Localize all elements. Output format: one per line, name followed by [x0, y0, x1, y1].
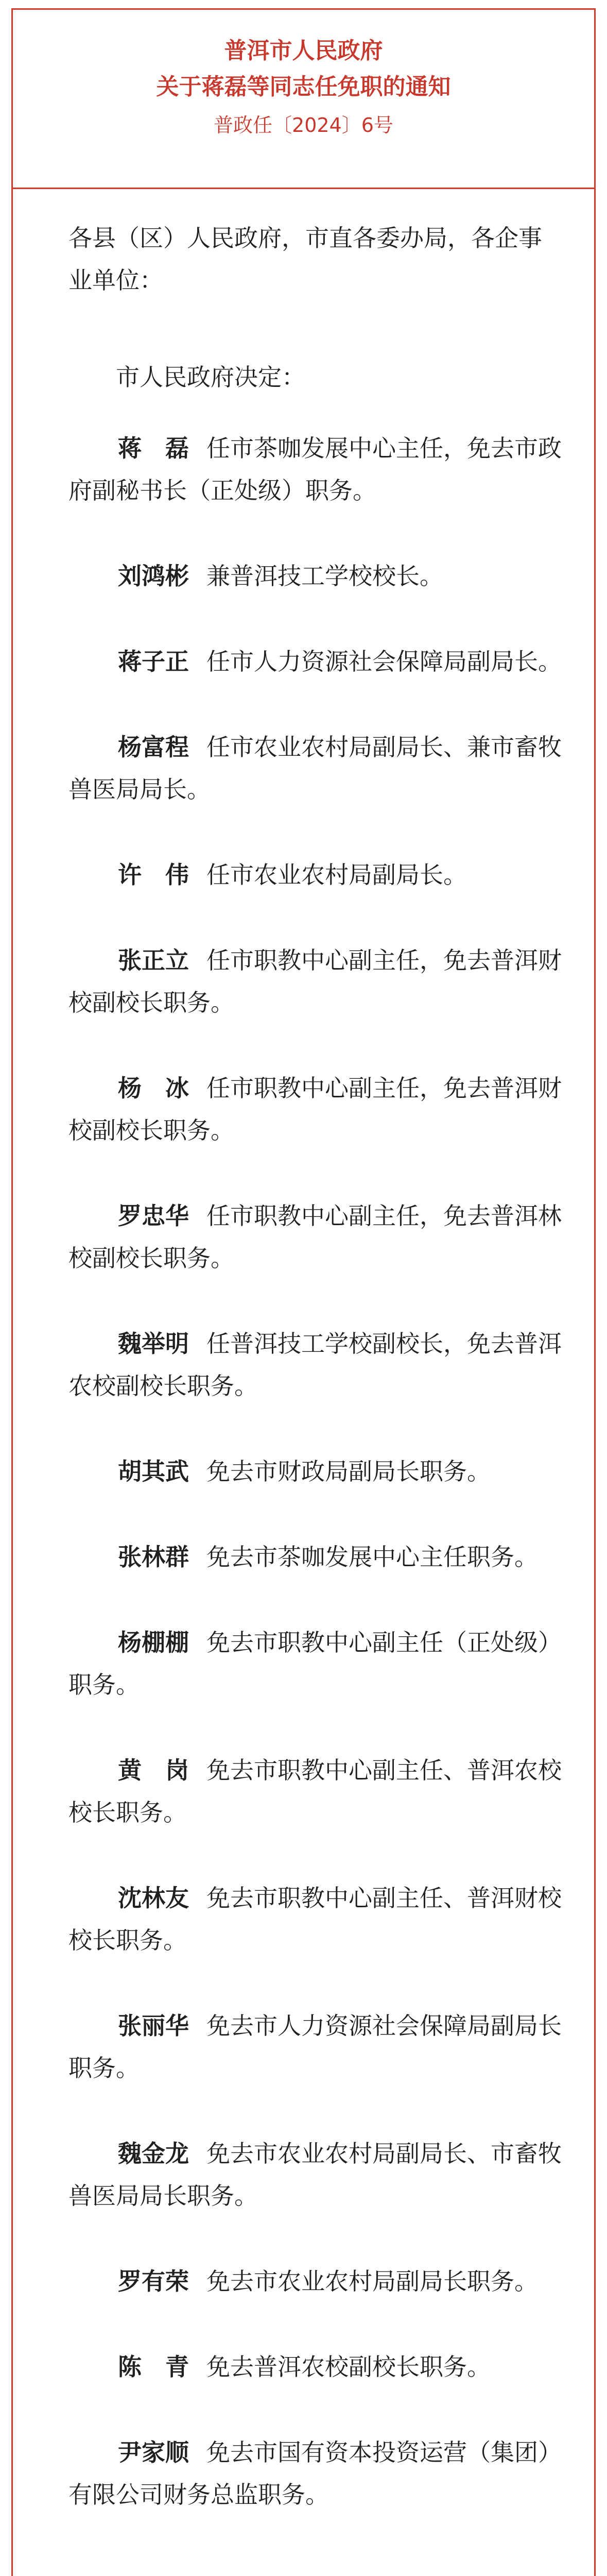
appointee-name: 魏金龙 [118, 2140, 189, 2167]
appointee-name: 陈 青 [118, 2353, 189, 2381]
appointment-item [68, 1323, 563, 1407]
appointment-item [68, 1621, 563, 1706]
appointee-name: 张丽华 [118, 2012, 189, 2040]
appointment-text: 任市职教中心副主任，免去普洱财校副校长职务。 [68, 1074, 562, 1144]
document-frame [11, 8, 596, 2576]
appointment-item [68, 854, 563, 896]
appointment-text: 免去市人力资源社会保障局副局长职务。 [68, 2012, 562, 2082]
appointment-item [68, 2260, 563, 2302]
appointee-name: 罗忠华 [118, 1202, 189, 1230]
appointee-name: 蒋 磊 [118, 434, 189, 462]
appointment-text: 兼普洱技工学校校长。 [206, 562, 443, 590]
appointment-text: 免去市茶咖发展中心主任职务。 [206, 1543, 538, 1571]
appointee-name: 许 伟 [118, 861, 189, 889]
intro-text: 市人民政府决定： [116, 363, 305, 391]
appointment-text: 任市茶咖发展中心主任，免去市政府副秘书长（正处级）职务。 [68, 434, 562, 504]
appointment-text: 免去市国有资本投资运营（集团）有限公司财务总监职务。 [68, 2438, 562, 2509]
appointment-text: 任市农业农村局副局长。 [206, 861, 467, 889]
appointee-name: 张正立 [118, 946, 189, 974]
appointment-item [68, 427, 563, 512]
appointment-item [68, 939, 563, 1024]
issuer-heading: 普洱市人民政府 [224, 38, 383, 64]
appointee-name: 杨富程 [118, 733, 189, 761]
appointee-name: 杨 冰 [118, 1074, 189, 1102]
appointment-item [68, 2132, 563, 2217]
appointment-text: 免去市农业农村局副局长、市畜牧兽医局局长职务。 [68, 2140, 562, 2210]
appointment-item [68, 2431, 563, 2516]
appointment-text: 免去市职教中心副主任、普洱农校校长职务。 [68, 1756, 562, 1826]
appointee-name: 沈林友 [118, 1884, 189, 1912]
appointment-text: 免去普洱农校副校长职务。 [206, 2353, 491, 2381]
appointee-name: 魏举明 [118, 1330, 189, 1358]
appointee-name: 胡其武 [118, 1458, 189, 1485]
appointee-name: 黄 岗 [118, 1756, 189, 1784]
appointment-item [68, 1536, 563, 1578]
header-divider [13, 188, 594, 189]
appointment-text: 免去市职教中心副主任、普洱财校校长职务。 [68, 1884, 562, 1954]
appointment-item [68, 1067, 563, 1151]
appointment-item [68, 726, 563, 810]
appointment-text: 任市职教中心副主任，免去普洱财校副校长职务。 [68, 946, 562, 1016]
appointment-text: 免去市财政局副局长职务。 [206, 1458, 491, 1485]
appointment-item [68, 555, 563, 597]
appointment-item [68, 2346, 563, 2388]
document-title: 关于蒋磊等同志任免职的通知 [156, 74, 451, 100]
appointment-item [68, 2005, 563, 2089]
appointee-name: 罗有荣 [118, 2267, 189, 2295]
appointment-text: 任市人力资源社会保障局副局长。 [206, 648, 562, 675]
salutation: 各县（区）人民政府，市直各委办局，各企事业单位： [68, 224, 542, 294]
appointee-name: 张林群 [118, 1543, 189, 1571]
appointment-list [68, 427, 563, 2559]
appointee-name: 刘鸿彬 [118, 562, 189, 590]
appointment-item [68, 640, 563, 683]
appointee-name: 尹家顺 [118, 2438, 189, 2466]
appointment-item [68, 1877, 563, 1961]
appointment-text: 任市农业农村局副局长、兼市畜牧兽医局局长。 [68, 733, 562, 803]
appointee-name: 杨棚棚 [118, 1629, 189, 1656]
appointment-item [68, 1195, 563, 1279]
document-number: 普政任〔2024〕6号 [214, 114, 393, 137]
appointment-text: 免去市职教中心副主任（正处级）职务。 [68, 1629, 562, 1699]
appointment-text: 免去市农业农村局副局长职务。 [206, 2267, 538, 2295]
appointee-name: 蒋子正 [118, 648, 189, 675]
appointment-text: 任市职教中心副主任，免去普洱林校副校长职务。 [68, 1202, 562, 1272]
appointment-text: 任普洱技工学校副校长，免去普洱农校副校长职务。 [68, 1330, 562, 1400]
document-header [13, 35, 594, 140]
appointment-item [68, 1749, 563, 1834]
appointment-item [68, 1450, 563, 1493]
